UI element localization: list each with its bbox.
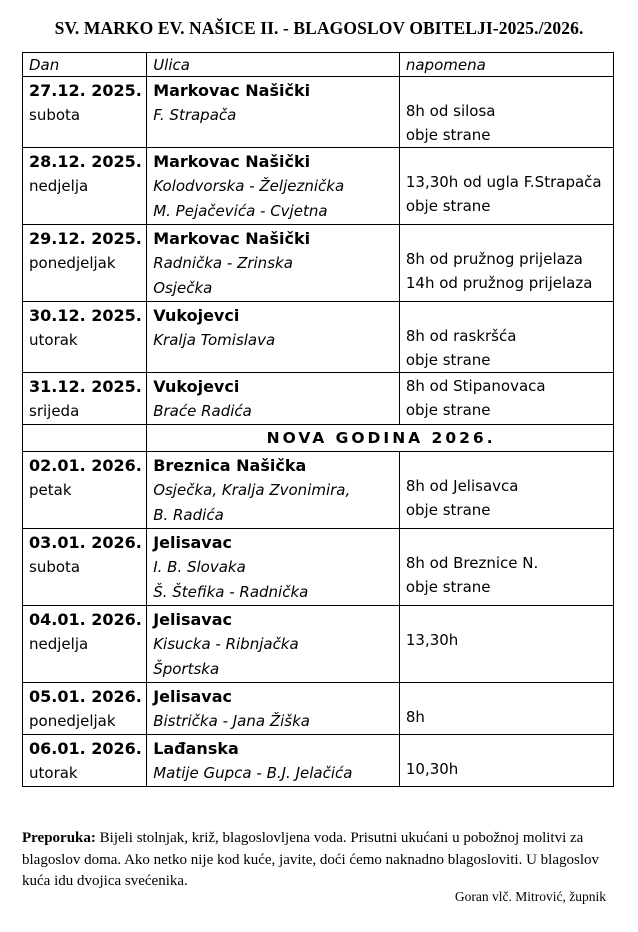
table-row	[23, 373, 614, 425]
weekday-text: subota	[29, 106, 81, 124]
street-cell	[147, 225, 400, 302]
weekday-text: ponedjeljak	[29, 712, 116, 730]
date-cell	[23, 225, 147, 302]
note-cell	[399, 735, 613, 787]
date-text: 31.12. 2025.	[29, 377, 142, 396]
schedule-body	[23, 77, 614, 787]
note-text: obje strane	[405, 126, 491, 144]
place-name: Markovac Našički	[153, 229, 311, 248]
place-name: Breznica Našička	[153, 456, 307, 475]
note-cell	[399, 606, 613, 683]
date-cell	[23, 735, 147, 787]
note-text: 13,30h od ugla F.Strapača	[405, 173, 602, 191]
note-text: 8h od raskršća	[405, 327, 517, 345]
place-name: Jelisavac	[153, 610, 232, 629]
street-name: Radnička - Zrinska	[153, 254, 293, 272]
street-name: M. Pejačevića - Cvjetna	[153, 202, 328, 220]
note-text: 8h od silosa	[405, 102, 496, 120]
date-cell	[23, 529, 147, 606]
date-text: 29.12. 2025.	[29, 229, 142, 248]
header-napomena: napomena	[399, 53, 613, 77]
date-text: 05.01. 2026.	[29, 687, 142, 706]
place-name: Lađanska	[153, 739, 239, 758]
note-text: obje strane	[405, 197, 491, 215]
place-name: Jelisavac	[153, 687, 232, 706]
street-name: Kolodvorska - Željeznička	[153, 177, 345, 195]
street-name: Osječka, Kralja Zvonimira,	[153, 481, 351, 499]
street-cell	[147, 373, 400, 425]
weekday-text: ponedjeljak	[29, 254, 116, 272]
table-row	[23, 452, 614, 529]
date-text: 03.01. 2026.	[29, 533, 142, 552]
street-cell	[147, 606, 400, 683]
street-name: B. Radića	[153, 506, 224, 524]
note-text: 13,30h	[405, 631, 459, 649]
date-text: 28.12. 2025.	[29, 152, 142, 171]
table-row	[23, 225, 614, 302]
street-name: Braće Radića	[153, 402, 252, 420]
street-name: Športska	[153, 660, 220, 678]
note-cell	[399, 77, 613, 148]
date-text: 04.01. 2026.	[29, 610, 142, 629]
street-name: Kisucka - Ribnjačka	[153, 635, 299, 653]
note-cell	[399, 529, 613, 606]
signature: Goran vlč. Mitrović, župnik	[454, 889, 606, 904]
note-text: 8h od Breznice N.	[405, 554, 539, 572]
date-cell	[23, 77, 147, 148]
weekday-text: utorak	[29, 331, 78, 349]
date-cell	[23, 148, 147, 225]
note-cell	[399, 302, 613, 373]
table-header-row	[23, 53, 614, 77]
schedule-table	[22, 52, 614, 787]
weekday-text: nedjelja	[29, 177, 89, 195]
recommendation-label: Preporuka:	[22, 830, 96, 846]
note-cell	[399, 683, 613, 735]
weekday-text: utorak	[29, 764, 78, 782]
place-name: Markovac Našički	[153, 152, 311, 171]
table-row	[23, 302, 614, 373]
note-cell	[399, 225, 613, 302]
street-cell	[147, 529, 400, 606]
note-cell	[399, 452, 613, 529]
date-cell	[23, 606, 147, 683]
recommendation-text: Bijeli stolnjak, križ, blagoslovljena voda. Prisutni ukućani u pobožnoj molitvi za blagoslov doma. Ako netko nije kod kuće, javite, doći ćemo naknadno blagosloviti. U blagoslov kuća idu dvojica svećenika.	[22, 830, 599, 889]
note-text: 10,30h	[405, 760, 459, 778]
weekday-text: petak	[29, 481, 72, 499]
note-text: 8h od Stipanovaca	[405, 377, 546, 395]
table-row	[23, 735, 614, 787]
street-cell	[147, 302, 400, 373]
note-text: obje strane	[405, 351, 491, 369]
place-name: Markovac Našički	[153, 81, 311, 100]
street-name: Matije Gupca - B.J. Jelačića	[153, 764, 353, 782]
note-text: 8h	[405, 708, 425, 726]
date-text: 06.01. 2026.	[29, 739, 142, 758]
street-cell	[147, 735, 400, 787]
place-name: Vukojevci	[153, 377, 240, 396]
date-text: 02.01. 2026.	[29, 456, 142, 475]
table-row	[23, 606, 614, 683]
street-cell	[147, 77, 400, 148]
street-name: Kralja Tomislava	[153, 331, 276, 349]
table-row	[23, 683, 614, 735]
note-cell	[399, 373, 613, 425]
street-name: Š. Štefika - Radnička	[153, 583, 309, 601]
street-cell	[147, 683, 400, 735]
note-cell	[399, 148, 613, 225]
page-title: SV. MARKO EV. NAŠICE II. - BLAGOSLOV OBITELJI-2025./2026.	[54, 18, 584, 38]
weekday-text: nedjelja	[29, 635, 89, 653]
street-name: Bistrička - Jana Žiška	[153, 712, 310, 730]
note-text: obje strane	[405, 501, 491, 519]
street-cell	[147, 452, 400, 529]
note-text: obje strane	[405, 578, 491, 596]
note-text: 14h od pružnog prijelaza	[405, 274, 593, 292]
place-name: Jelisavac	[153, 533, 232, 552]
street-name: Osječka	[153, 279, 213, 297]
new-year-label: NOVA GODINA 2026.	[147, 425, 614, 452]
recommendation-note	[22, 828, 614, 893]
street-name: F. Strapača	[153, 106, 237, 124]
weekday-text: srijeda	[29, 402, 80, 420]
note-text: obje strane	[405, 401, 491, 419]
date-text: 27.12. 2025.	[29, 81, 142, 100]
table-row	[23, 148, 614, 225]
date-cell	[23, 302, 147, 373]
table-row	[23, 529, 614, 606]
date-cell	[23, 452, 147, 529]
weekday-text: subota	[29, 558, 81, 576]
new-year-empty-cell	[23, 425, 147, 452]
note-text: 8h od Jelisavca	[405, 477, 519, 495]
date-text: 30.12. 2025.	[29, 306, 142, 325]
street-name: I. B. Slovaka	[153, 558, 246, 576]
date-cell	[23, 373, 147, 425]
header-dan: Dan	[23, 53, 147, 77]
new-year-row	[23, 425, 614, 452]
date-cell	[23, 683, 147, 735]
header-ulica: Ulica	[147, 53, 400, 77]
note-text: 8h od pružnog prijelaza	[405, 250, 583, 268]
table-row	[23, 77, 614, 148]
street-cell	[147, 148, 400, 225]
place-name: Vukojevci	[153, 306, 240, 325]
